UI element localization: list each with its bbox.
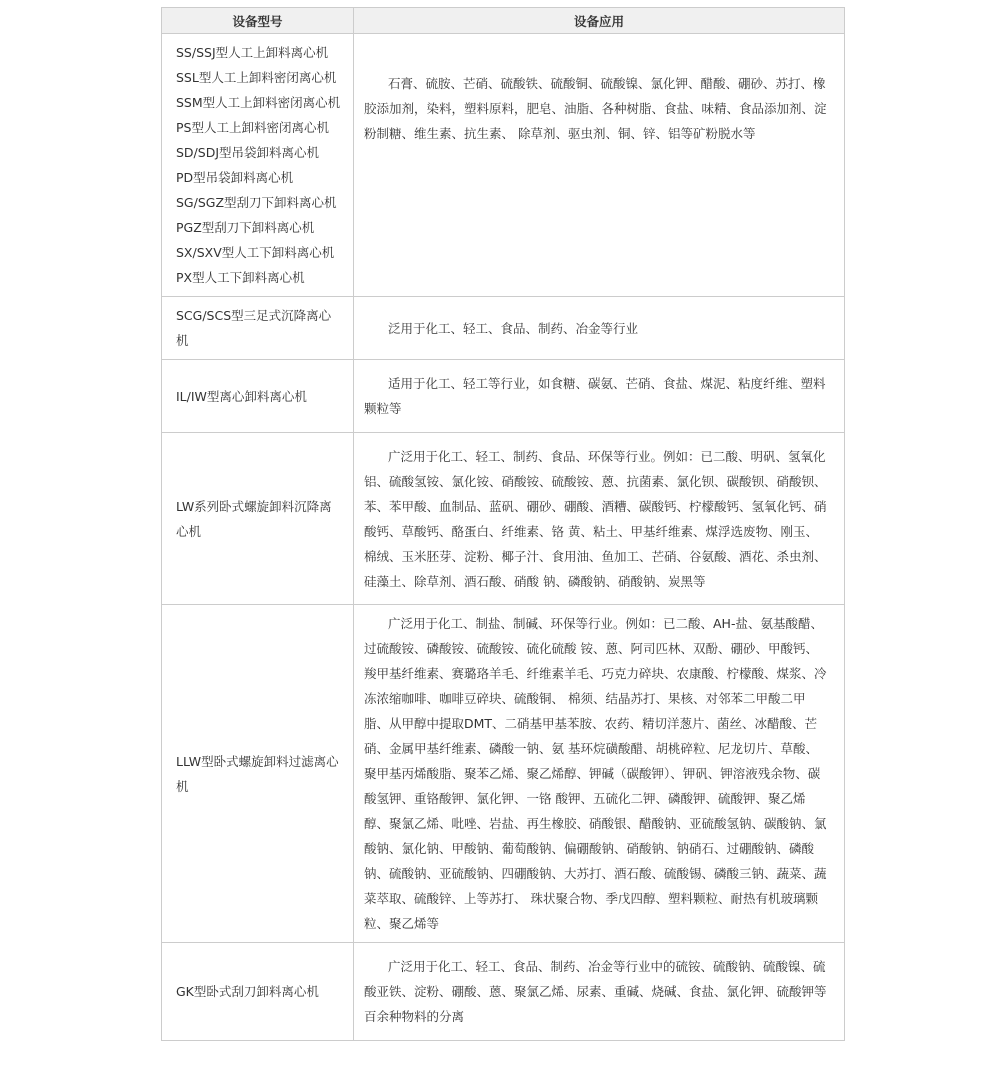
table-row — [162, 433, 845, 605]
application-cell: 广泛用于化工、轻工、制药、食品、环保等行业。例如：已二酸、明矾、氢氧化铝、硫酸氢铵、氯化铵、硝酸铵、硫酸铵、蒽、抗菌素、氯化钡、碳酸钡、硝酸钡、苯、苯甲酸、血制品、蓝矾、硼砂、硼酸、酒糟、碳酸钙、柠檬酸钙、氢氧化钙、硝酸钙、草酸钙、酪蛋白、纤维素、铬 黄、粘土、甲基纤维素、煤浮选废物、刚玉、棉绒、玉米胚芽、淀粉、椰子汁、食用油、鱼加工、芒硝、谷氨酸、酒花、杀虫剂、硅藻土、除草剂、酒石酸、硝酸 钠、磷酸钠、硝酸钠、炭黑等 — [354, 433, 845, 605]
table-row — [162, 943, 845, 1041]
model-name: PGZ型刮刀下卸料离心机 — [176, 220, 315, 235]
model-cell — [162, 34, 354, 297]
model-cell: SCG/SCS型三足式沉降离心机 — [162, 297, 354, 360]
application-cell: 泛用于化工、轻工、食品、制药、冶金等行业 — [354, 297, 845, 360]
model-cell: GK型卧式刮刀卸料离心机 — [162, 943, 354, 1041]
table-row — [162, 34, 845, 297]
application-cell: 广泛用于化工、制盐、制碱、环保等行业。例如：已二酸、AH-盐、氨基酸醋、过硫酸铵、磷酸铵、硫酸铵、硫化硫酸 铵、蒽、阿司匹林、双酚、硼砂、甲酸钙、羧甲基纤维素、赛璐珞羊毛、纤维素羊毛、巧克力碎块、农康酸、柠檬酸、煤浆、冷冻浓缩咖啡、咖啡豆碎块、硫酸铜、 棉须、结晶苏打、果核、对邻苯二甲酸二甲脂、从甲醇中提取DMT、二硝基甲基苯胺、农药、精切洋葱片、菌丝、冰醋酸、芒硝、金属甲基纤维素、磷酸一钠、氨 基环烷磺酸醋、胡桃碎粒、尼龙切片、草酸、聚甲基丙烯酸脂、聚苯乙烯、聚乙烯醇、钾碱（碳酸钾）、钾矾、钾溶液残余物、碳酸氢钾、重铬酸钾、氯化钾、一铬 酸钾、五硫化二钾、磷酸钾、硫酸钾、聚乙烯醇、聚氯乙烯、吡唑、岩盐、再生橡胶、硝酸银、醋酸钠、亚硫酸氢钠、碳酸钠、氯酸钠、氯化钠、甲酸钠、葡萄酸钠、偏硼酸钠、硝酸钠、钠硝石、过硼酸钠、磷酸钠、硫酸钠、亚硫酸钠、四硼酸钠、大苏打、酒石酸、硫酸锡、磷酸三钠、蔬菜、蔬菜萃取、硫酸锌、上等苏打、 珠状聚合物、季戊四醇、塑料颗粒、耐热有机玻璃颗粒、聚乙烯等 — [354, 605, 845, 943]
application-cell: 适用于化工、轻工等行业，如食糖、碳氨、芒硝、食盐、煤泥、粘度纤维、塑料颗粒等 — [354, 360, 845, 433]
model-name: SSM型人工上卸料密闭离心机 — [176, 95, 341, 110]
header-row — [162, 8, 845, 34]
model-name: PS型人工上卸料密闭离心机 — [176, 120, 329, 135]
model-cell: LW系列卧式螺旋卸料沉降离心机 — [162, 433, 354, 605]
model-name: SX/SXV型人工下卸料离心机 — [176, 245, 335, 260]
model-name: PD型吊袋卸料离心机 — [176, 170, 294, 185]
model-name: PX型人工下卸料离心机 — [176, 270, 305, 285]
model-cell: IL/IW型离心卸料离心机 — [162, 360, 354, 433]
application-cell: 石膏、硫胺、芒硝、硫酸铁、硫酸铜、硫酸镍、氯化钾、醋酸、硼砂、苏打、橡胶添加剂，染料，塑料原料，肥皂、油脂、各种树脂、食盐、味精、食品添加剂、淀粉制糖、维生素、抗生素、 除草剂、驱虫剂、铜、锌、铝等矿粉脱水等 — [354, 34, 845, 297]
header-application: 设备应用 — [354, 8, 845, 34]
application-cell: 广泛用于化工、轻工、食品、制药、冶金等行业中的硫铵、硫酸钠、硫酸镍、硫酸亚铁、淀粉、硼酸、蒽、聚氯乙烯、尿素、重碱、烧碱、食盐、氯化钾、硫酸钾等百余种物料的分离 — [354, 943, 845, 1041]
model-cell: LLW型卧式螺旋卸料过滤离心机 — [162, 605, 354, 943]
equipment-table — [161, 7, 845, 1041]
header-model: 设备型号 — [162, 8, 354, 34]
model-name: SSL型人工上卸料密闭离心机 — [176, 70, 337, 85]
table-row — [162, 605, 845, 943]
model-name: SS/SSJ型人工上卸料离心机 — [176, 45, 329, 60]
model-name: SG/SGZ型刮刀下卸料离心机 — [176, 195, 337, 210]
table-row — [162, 360, 845, 433]
table-row — [162, 297, 845, 360]
model-name: SD/SDJ型吊袋卸料离心机 — [176, 145, 320, 160]
